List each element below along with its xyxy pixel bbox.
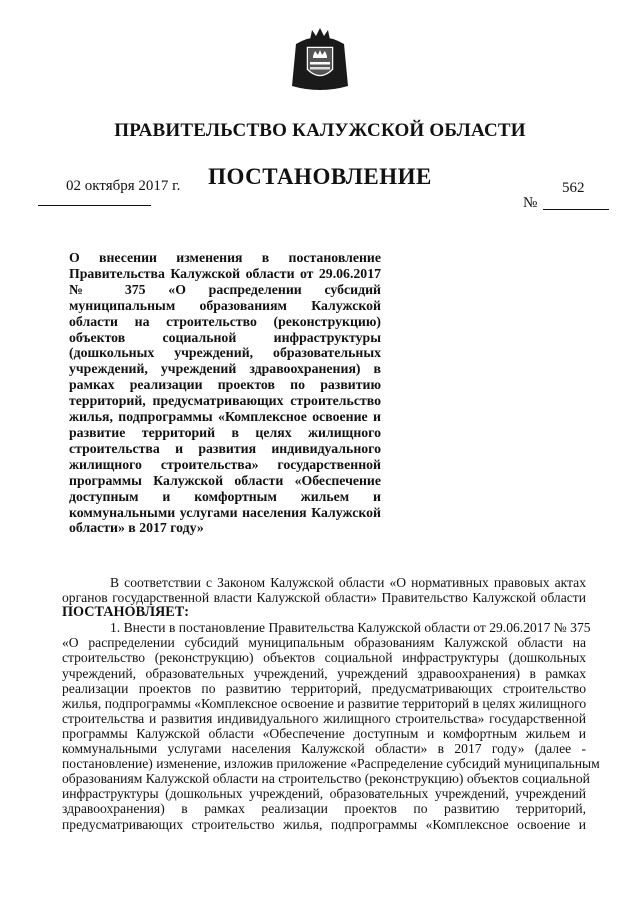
body-line: реализации проектов по развитию территорий, предусматривающих строительство [62,680,586,696]
subject-line: (дошкольных учреждений, образовательных [69,345,381,361]
subject-line: коммунальными услугами населения Калужской [69,504,381,520]
body-line: постановление) изменение, изложив приложение «Распределение субсидий муниципальным [62,756,600,772]
subject-line: доступным и комфортным жильем и [69,488,381,504]
subject-line: Правительства Калужской области от 29.06.2017 [69,265,381,281]
subject-line: программы Калужской области «Обеспечение [69,472,381,488]
document-number: 562 [562,180,585,196]
subject-line: развитие территорий в целях жилищного [69,424,381,440]
coat-of-arms-icon [288,26,352,94]
subject-line: муниципальным образованиям Калужской [69,297,381,313]
subject-line: территорий, предусматривающих строительство [69,393,381,409]
document-subject [69,250,381,536]
number-sign: № [523,195,538,211]
document-type: ПОСТАНОВЛЕНИЕ [208,164,432,189]
body-line: коммунальными услугами населения Калужской области» в 2017 году» (далее - [62,741,586,757]
body-line: «О распределении субсидий муниципальным образованиям Калужской области на [62,635,586,651]
body-line: строительство (реконструкцию) объектов социальной инфраструктуры (дошкольных [62,650,586,666]
subject-line: № 375 «О распределении субсидий [69,281,381,297]
subject-line: учреждений, учреждений здравоохранения) в [69,361,381,377]
body-line: жилья, подпрограммы «Комплексное освоение и развитие территорий в целях жилищного [62,695,587,711]
body-line: программы Калужской области «Обеспечение доступным и комфортным жильем и [62,725,586,741]
body-line: 1. Внести в постановление Правительства Калужской области от 29.06.2017 № 375 [110,620,591,636]
subject-line: объектов социальной инфраструктуры [69,329,381,345]
body-line: учреждений, образовательных учреждений, учреждений здравоохранения) в рамках [62,665,586,681]
subject-line: строительства и развития индивидуального [69,440,381,456]
subject-line: рамках реализации проектов по развитию [69,377,381,393]
subject-line: жилья, подпрограммы «Комплексное освоение и [69,409,381,425]
subject-line: области на строительство (реконструкцию) [69,313,381,329]
date-underline [38,205,151,206]
body-line: здравоохранения) в рамках реализации проектов по развитию территорий, [62,801,586,817]
body-line: органов государственной власти Калужской области» Правительство Калужской области [62,590,586,606]
number-underline [543,209,609,210]
document-date: 02 октября 2017 г. [66,178,181,194]
decree-keyword: ПОСТАНОВЛЯЕТ: [62,604,189,621]
subject-line: жилищного строительства» государственной [69,456,381,472]
document-body [62,575,600,832]
subject-line: области» в 2017 году» [69,520,204,536]
body-line: предусматривающих строительство жилья, подпрограммы «Комплексное освоение и [62,816,586,832]
body-line: образованиям Калужской области на строительство (реконструкцию) объектов социальной [62,771,590,787]
body-line: В соответствии с Законом Калужской области «О нормативных правовых актах [110,575,586,590]
subject-line: О внесении изменения в постановление [69,250,381,265]
body-line: инфраструктуры (дошкольных учреждений, образовательных учреждений, учреждений [62,786,586,802]
org-name: ПРАВИТЕЛЬСТВО КАЛУЖСКОЙ ОБЛАСТИ [114,120,526,141]
body-line: строительства и развития индивидуального жилищного строительства» государственной [62,710,586,726]
